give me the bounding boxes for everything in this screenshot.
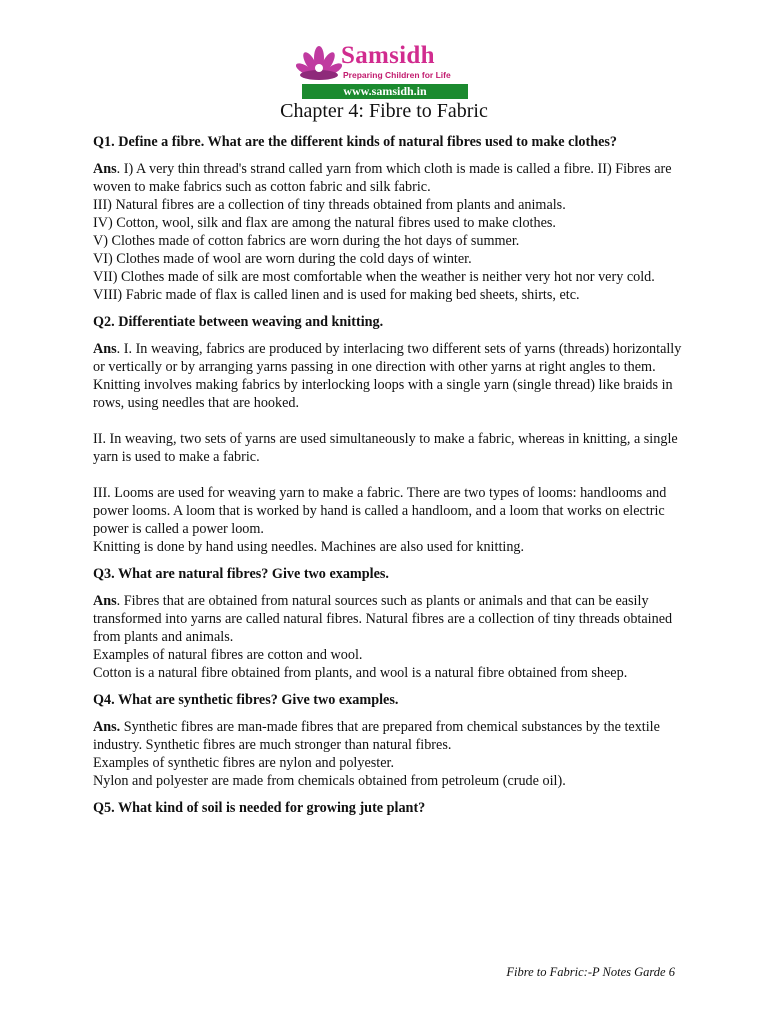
answer-2-part-1-knitting: Knitting involves making fabrics by interlocking loops with a single yarn (single thread) like braids in rows, using needles that are hooked.: [93, 377, 673, 411]
answer-4-line-3: Nylon and polyester are made from chemicals obtained from petroleum (crude oil).: [93, 773, 566, 789]
question-1: Q1. Define a fibre. What are the different kinds of natural fibres used to make clothes?: [93, 134, 618, 150]
answer-1-line-6: VII) Clothes made of silk are most comfortable when the weather is neither very hot nor very cold.: [93, 269, 655, 285]
answer-label: Ans.: [93, 719, 121, 735]
lotus-flower-icon: [296, 44, 342, 84]
answer-text: . Fibres that are obtained from natural sources such as plants or animals and that can be easily transformed into yarns are called natural fibres. Natural fibres are a collection of tiny threads obtained from plants and animals.: [93, 593, 673, 645]
document-body: [93, 133, 683, 826]
answer-1-line-3: IV) Cotton, wool, silk and flax are among the natural fibres used to make clothes.: [93, 215, 556, 231]
answer-text: . I. In weaving, fabrics are produced by interlacing two different sets of yarns (threads) horizontally or vertically or by arranging yarns passing in one direction with other yarns at right angles to them.: [93, 341, 682, 375]
question-2: Q2. Differentiate between weaving and knitting.: [93, 314, 384, 330]
answer-text: . I) A very thin thread's strand called yarn from which cloth is made is called a fibre. II) Fibres are woven to make fabrics such as cotton fabric and silk fabric.: [93, 161, 672, 195]
logo-brand-name: Samsidh: [341, 42, 435, 69]
answer-3-line-2: Examples of natural fibres are cotton and wool.: [93, 647, 363, 663]
page-footer: Fibre to Fabric:-P Notes Garde 6: [506, 965, 675, 979]
logo-website-url[interactable]: www.samsidh.in: [302, 84, 468, 99]
answer-4-line-2: Examples of synthetic fibres are nylon and polyester.: [93, 755, 395, 771]
answer-2-part-2: II. In weaving, two sets of yarns are used simultaneously to make a fabric, whereas in knitting, a single yarn is used to make a fabric.: [93, 431, 678, 465]
answer-2-part-1: [93, 340, 683, 376]
question-3: Q3. What are natural fibres? Give two examples.: [93, 566, 389, 582]
answer-3-line-3: Cotton is a natural fibre obtained from plants, and wool is a natural fibre obtained from sheep.: [93, 665, 628, 681]
answer-text: Synthetic fibres are man-made fibres that are prepared from chemical substances by the textile industry. Synthetic fibres are much stronger than natural fibres.: [93, 719, 660, 753]
question-4: Q4. What are synthetic fibres? Give two examples.: [93, 692, 399, 708]
answer-1-line-1: [93, 160, 683, 196]
question-5: Q5. What kind of soil is needed for growing jute plant?: [93, 800, 426, 816]
answer-1-line-2: III) Natural fibres are a collection of tiny threads obtained from plants and animals.: [93, 197, 566, 213]
answer-label: Ans: [93, 593, 117, 609]
answer-4-line-1: [93, 718, 683, 754]
answer-2-part-3-knitting: Knitting is done by hand using needles. Machines are also used for knitting.: [93, 539, 525, 555]
answer-2-part-3: III. Looms are used for weaving yarn to make a fabric. There are two types of looms: handlooms and power looms. A loom that is worked by hand is called a handloom, and a loom that works on electric power is called a power loom.: [93, 485, 667, 537]
answer-1-line-4: V) Clothes made of cotton fabrics are worn during the hot days of summer.: [93, 233, 520, 249]
answer-3-line-1: [93, 592, 683, 646]
answer-label: Ans: [93, 341, 117, 357]
answer-1-line-5: VI) Clothes made of wool are worn during the cold days of winter.: [93, 251, 472, 267]
samsidh-logo: [296, 44, 476, 100]
chapter-title: Chapter 4: Fibre to Fabric: [280, 100, 488, 122]
logo-tagline: Preparing Children for Life: [343, 70, 451, 80]
answer-label: Ans: [93, 161, 117, 177]
answer-1-line-7: VIII) Fabric made of flax is called linen and is used for making bed sheets, shirts, etc.: [93, 287, 580, 303]
